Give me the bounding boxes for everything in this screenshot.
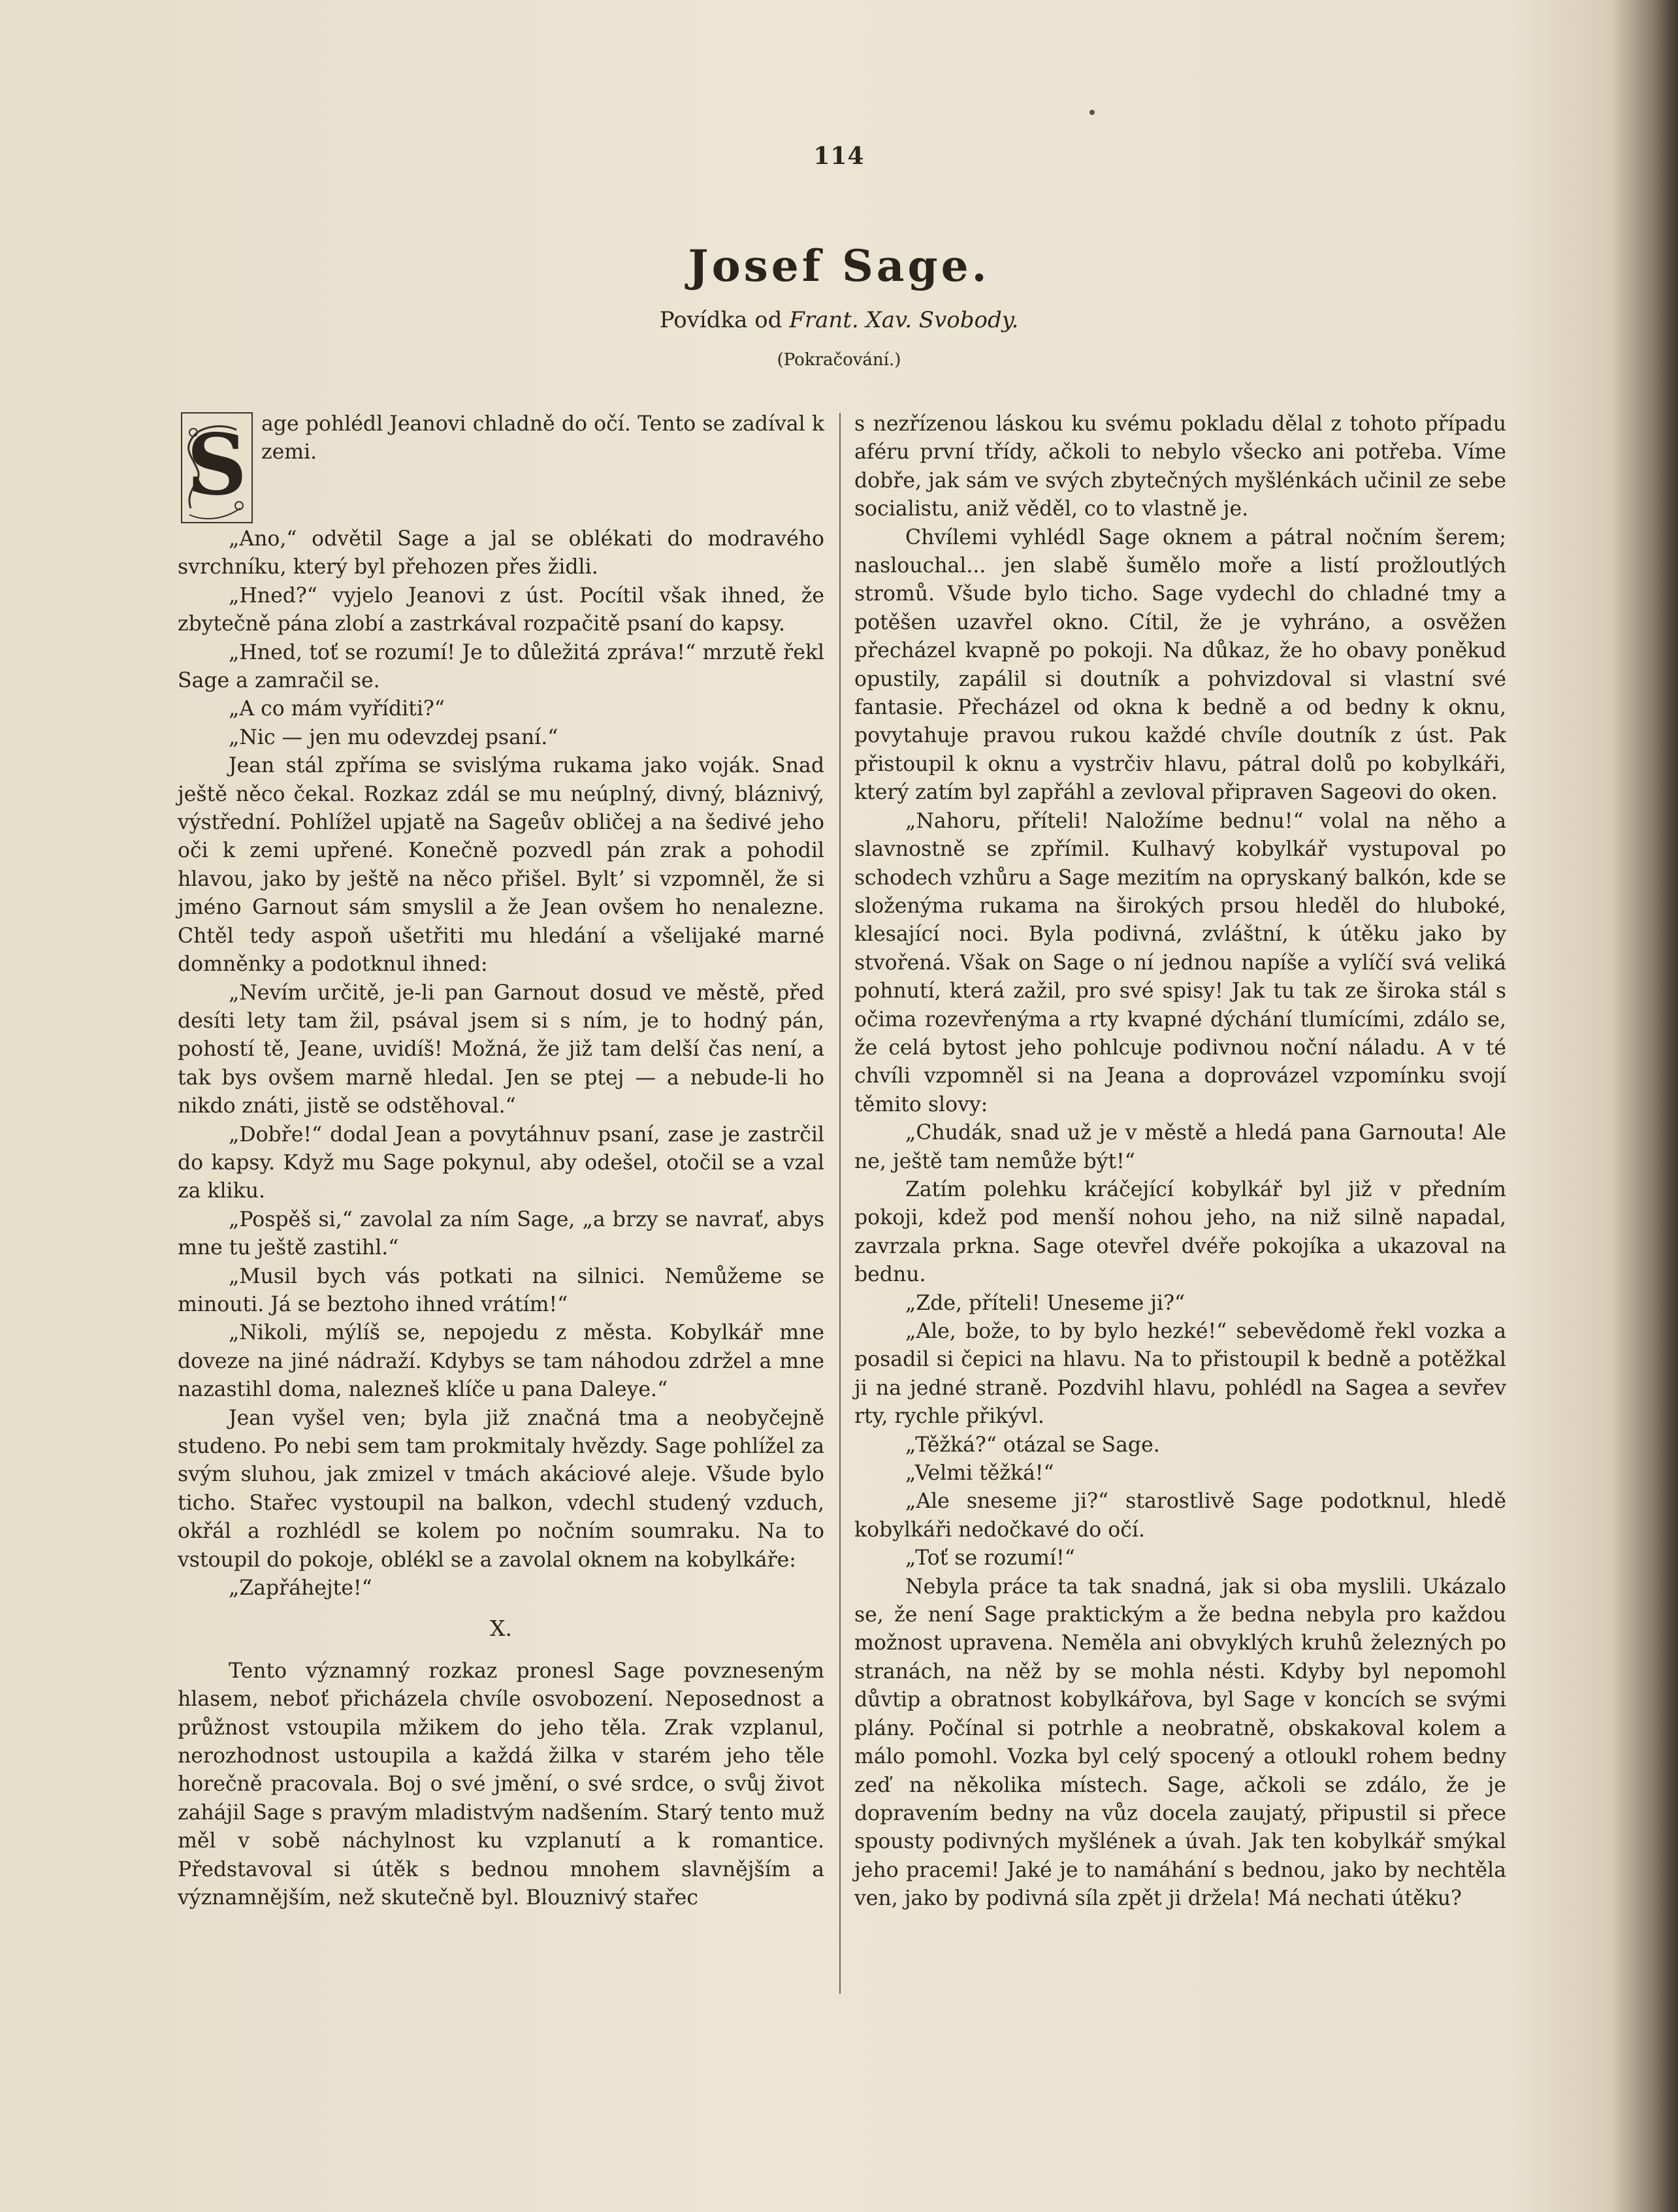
paragraph: Jean stál zpříma se svislýma rukama jako voják. Snad ještě něco čekal. Rozkaz zdál se mu neúplný, divný, bláznivý, výstřední. Pohlížel upjatě na Sageův obličej a na šedivé jeho oči k zemi upřené. Konečně pozvedl pán zrak a pohodil hlavou, jako by ještě na něco přišel. Byltʼ si vzpomněl, že si jméno Garnout sám smyslil a že Jean ovšem ho nenalezne. Chtěl tedy aspoň ušetřiti mu hledání a všelijaké marné domněnky a podotknul ihned: — [178, 754, 824, 977]
paragraph: „Chudák, snad už je v městě a hledá pana Garnouta! Ale ne, ještě tam nemůže být!“ — [854, 1121, 1506, 1173]
subtitle-author: Frant. Xav. Svobody. — [789, 307, 1019, 333]
paragraph: „Ale, bože, to by bylo hezké!“ sebevědomě řekl vozka a posadil si čepici na hlavu. Na to přistoupil k bedně a potěžkal ji na jedné straně. Pozdvihl hlavu, pohlédl na Sagea a sevřev rty, rychle přikývl. — [854, 1320, 1506, 1429]
paragraph: „Nahoru, příteli! Naložíme bednu!“ volal na něho a slavnostně se zpřímil. Kulhavý kobylkář vystupoval po schodech vzhůru a Sage mezitím na opryskaný balkón, kde se složenýma rukama na širokých prsou hleděl do hluboké, klesající noci. Byla podivná, zvláštní, k útěku jako by stvořená. Však on Sage o ní jednou napíše a vylíčí svá veliká pohnutí, která zažil, pro své spisy! Jak tu tak ze široka stál s očima rozevřenýma a rty kvapné dýchání tlumícími, zdálo se, že celá bytost jeho pohlcuje podivnou noční náladu. A v té chvíli vzpomněl si na Jeana a doprovázel vzpomínku svojí těmito slovy: — [854, 809, 1506, 1116]
paragraph: „Dobře!“ dodal Jean a povytáhnuv psaní, zase je zastrčil do kapsy. Když mu Sage pokynul, aby odešel, otočil se a vzal za kliku. — [178, 1122, 824, 1203]
paragraph: „Hned?“ vyjelo Jeanovi z úst. Pocítil však ihned, že zbytečně pána zlobí a zastrkával rozpačitě psaní do kapsy. — [178, 583, 824, 636]
left-column — [178, 410, 824, 1913]
paragraph: „Toť se rozumí!“ — [905, 1546, 1075, 1570]
article-title: Josef Sage. — [688, 240, 990, 291]
paragraph: „Ale sneseme ji?“ starostlivě Sage podotknul, hledě kobylkáři nedočkavé do očí. — [854, 1489, 1506, 1542]
section-heading: X. — [490, 1616, 512, 1642]
paragraph: „Zde, příteli! Uneseme ji?“ — [905, 1291, 1186, 1315]
subtitle-prefix: Povídka od — [659, 307, 790, 333]
article-subtitle — [0, 307, 1678, 333]
paragraph: „Ano,“ odvětil Sage a jal se oblékati do modravého svrchníku, který byl přehozen přes židli. — [178, 527, 824, 579]
column-divider — [839, 413, 841, 1994]
left-paragraphs-2 — [178, 1657, 824, 1913]
ornamental-dropcap — [178, 410, 256, 525]
paragraph: „Nevím určitě, je-li pan Garnout dosud ve městě, před desíti lety tam žil, psával jsem si s ním, je to hodný pán, pohostí tě, Jeane, uvidíš! Možná, že již tam delší čas není, a tak bys ovšem marně hledal. Jen se ptej — a nebude-li ho nikdo znáti, jistě se odstěhoval.“ — [178, 981, 824, 1118]
paragraph: Tento významný rozkaz pronesl Sage povzneseným hlasem, neboť přicházela chvíle osvobození. Neposednost a průžnost vstoupila mžikem do jeho těla. Zrak vzplanul, nerozhodnost ustoupila a každá žilka v starém jeho těle horečně pracovala. Boj o své jmění, o své srdce, o svůj život zahájil Sage s pravým mladistvým nadšením. Starý tento muž měl v sobě náchylnost ku vzplanutí a k romantice. Představoval si útěk s bednou mnohem slavnějším a významnějším, než skutečně byl. Blouznivý stařec — [178, 1659, 824, 1910]
first-paragraph: age pohlédl Jeanovi chladně do očí. Tento se zadíval k zemi. — [261, 412, 824, 464]
paragraph: „Nic — jen mu odevzdej psaní.“ — [229, 725, 558, 749]
paragraph: Zatím polehku kráčející kobylkář byl již v předním pokoji, kdež pod menší nohou jeho, na niž silně napadal, zavrzala prkna. Sage otevřel dvéře pokojíka a ukazoval na bednu. — [854, 1177, 1506, 1287]
paragraph: Chvílemi vyhlédl Sage oknem a pátral nočním šerem; naslouchal... jen slabě šumělo moře a listí prožloutlých stromů. Všude bylo ticho. Sage vydechl do chladné tmy a potěšen uzavřel okno. Cítil, že je vyhráno, a osvěžen přecházel kvapně po pokoji. Na důkaz, že ho obavy poněkud opustily, zapálil si doutník a pohvizdoval si vlastní své fantasie. Přecházel od okna k bedně a od bedny k oknu, povytahuje pravou rukou každé chvíle doutník z úst. Pak přistoupil k oknu a vystrčiv hlavu, pátral dolů po kobylkáři, který zatím byl zapřáhl a zevloval připraven Sageovi do oken. — [854, 525, 1506, 805]
paragraph: „Musil bych vás potkati na silnici. Nemůžeme se minouti. Já se beztoho ihned vrátím!“ — [178, 1264, 824, 1316]
paragraph: „A co mám vyříditi?“ — [229, 697, 445, 721]
dropcap-letter: S — [186, 416, 248, 514]
paragraph: Jean vyšel ven; byla již značná tma a neobyčejně studeno. Po nebi sem tam prokmitaly hvězdy. Sage pohlížel za svým sluhou, jak zmizel v tmách akáciové aleje. Všude bylo ticho. Stařec vystoupil na balkon, vdechl studený vzduch, okřál a rozhlédl se kolem po nočním soumraku. Na to vstoupil do pokoje, oblékl se a zavolal oknem na kobylkáře: — [178, 1406, 824, 1572]
right-column — [854, 410, 1506, 1913]
page-number: 114 — [813, 142, 865, 170]
paragraph: „Nikoli, mýlíš se, nepojedu z města. Kobylkář mne doveze na jiné nádraží. Kdybys se tam náhodou zdržel a mne nazastihl doma, nalezneš klíče u pana Daleye.“ — [178, 1321, 824, 1402]
paragraph: „Těžká?“ otázal se Sage. — [905, 1433, 1160, 1457]
continuation-paragraph: s nezřízenou láskou ku svému pokladu dělal z tohoto případu aféru první třídy, ačkoli to nebylo všecko ani potřeba. Víme dobře, jak sám ve svých zbytečných myšlénkách učinil ze sebe socialistu, aniž věděl, co to vlastně je. — [854, 412, 1506, 521]
paragraph: Nebyla práce ta tak snadná, jak si oba myslili. Ukázalo se, že není Sage praktickým a že bedna nebyla pro každou možnost upravena. Neměla ani obvyklých kruhů železných po stranách, na něž by se mohla nésti. Kdyby byl nepomohl důvtip a obratnost kobylkářova, byl Sage v koncích se svými plány. Počínal si potrhle a neobratně, obskakoval kolem a málo pomohl. Vozka byl celý spocený a otloukl rohem bedny zeď na několika místech. Sage, ačkoli se zdálo, že je dopravením bedny na vůz docela zaujatý, připustil si přece spousty podivných myšlének a úvah. Jak ten kobylkář smýkal jeho pracemi! Jaké je to namáhání s bednou, jako by nechtěla ven, jako by podivná síla zpět ji držela! Má nechati útěku? — [854, 1574, 1506, 1911]
paragraph: „Velmi těžká!“ — [905, 1461, 1054, 1486]
paragraph: „Zapřáhejte!“ — [229, 1576, 372, 1601]
paragraph: „Pospěš si,“ zavolal za ním Sage, „a brzy se navrať, abys mne tu ještě zastihl.“ — [178, 1207, 824, 1260]
left-paragraphs-1 — [178, 525, 824, 1602]
continued-note: (Pokračování.) — [777, 350, 901, 370]
paragraph: „Hned, toť se rozumí! Je to důležitá zpráva!“ mrzutě řekl Sage a zamračil se. — [178, 640, 824, 693]
ink-speck — [1089, 110, 1095, 115]
